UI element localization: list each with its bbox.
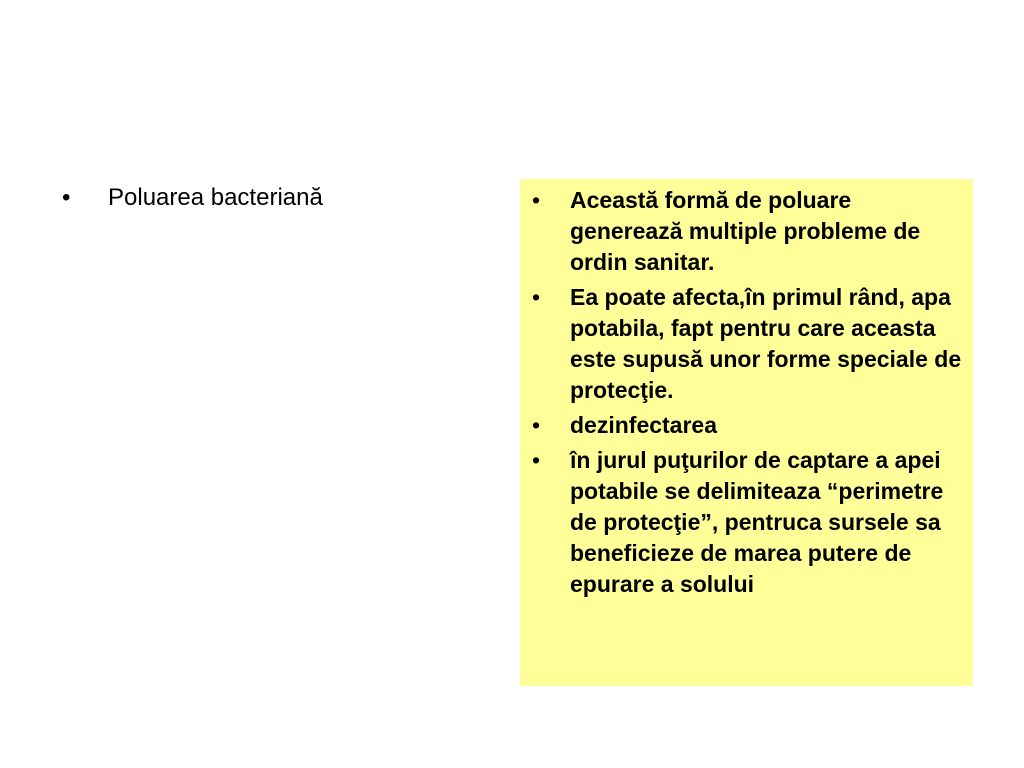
list-item-text: Ea poate afecta,în primul rând, apa potabila, fapt pentru care aceasta este supusă unor forme speciale de protecţie. (570, 284, 962, 403)
list-item-text: Această formă de poluare generează multiple probleme de ordin sanitar. (570, 187, 921, 275)
list-item (532, 282, 965, 406)
list-item-text: Poluarea bacteriană (108, 184, 323, 211)
bullet-icon: • (532, 412, 541, 438)
list-item (62, 183, 482, 213)
list-item (532, 185, 965, 278)
bullet-icon: • (62, 184, 71, 211)
list-item (532, 445, 965, 600)
bullet-icon: • (532, 187, 541, 213)
list-item (532, 410, 965, 441)
highlight-box (520, 179, 973, 686)
left-column (62, 183, 482, 213)
bullet-icon: • (532, 447, 541, 473)
list-item-text: în jurul puţurilor de captare a apei potabile se delimiteaza “perimetre de protecţie”, pentruca sursele sa beneficieze de marea putere de epurare a solului (570, 447, 944, 597)
bullet-icon: • (532, 284, 541, 310)
bullet-list (532, 185, 965, 600)
list-item-text: dezinfectarea (570, 412, 718, 438)
